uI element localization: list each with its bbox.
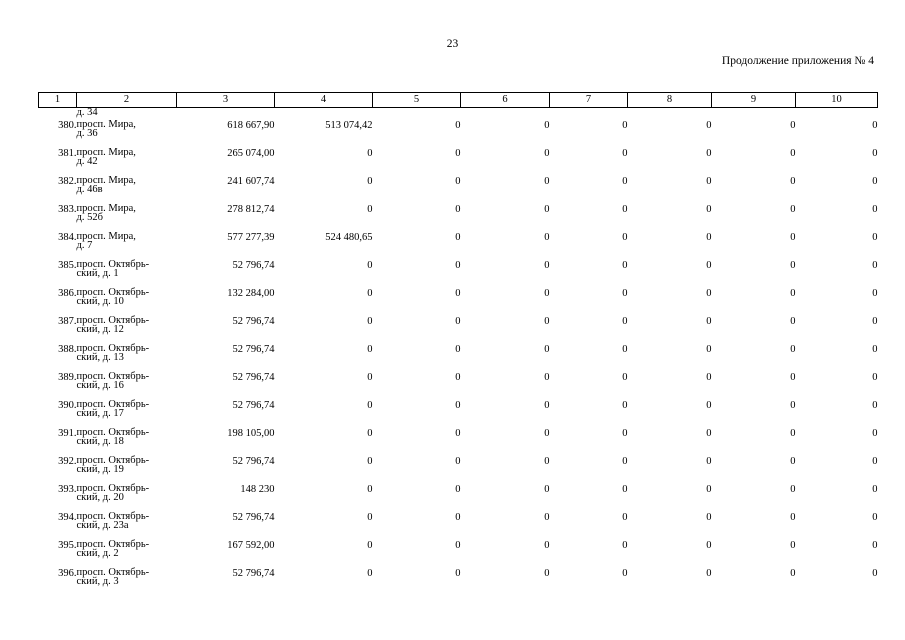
value-cell-6: 0 (544, 568, 550, 579)
value-cell-7: 0 (622, 232, 628, 243)
column-header: 9 (712, 93, 796, 108)
value-cell-9: 0 (790, 344, 796, 355)
column-header: 7 (550, 93, 628, 108)
value-cell-5: 0 (455, 260, 461, 271)
value-cell-10: 0 (872, 288, 878, 299)
address-cell (77, 260, 177, 288)
value-cell-6: 0 (544, 512, 550, 523)
value-cell-5: 0 (455, 344, 461, 355)
value-cell-6: 0 (544, 176, 550, 187)
address-line-1: просп. Мира, (76, 203, 136, 214)
value-cell-8: 0 (706, 400, 712, 411)
row-number: 382. (58, 176, 77, 187)
column-header: 5 (373, 93, 461, 108)
value-cell-9: 0 (790, 148, 796, 159)
address-line-2: ский, д. 23а (76, 520, 129, 531)
value-cell-10: 0 (872, 120, 878, 131)
value-cell-6: 0 (544, 260, 550, 271)
value-cell-4: 0 (367, 260, 373, 271)
value-cell-4: 0 (367, 400, 373, 411)
table-row (39, 120, 878, 148)
address-cell (77, 232, 177, 260)
table-row (39, 456, 878, 484)
value-cell-9: 0 (790, 540, 796, 551)
value-cell-4: 0 (367, 344, 373, 355)
address-line-2: д. 36 (76, 128, 98, 139)
value-cell-9: 0 (790, 372, 796, 383)
value-cell-7: 0 (622, 456, 628, 467)
value-cell-7: 0 (622, 260, 628, 271)
page-number: 23 (446, 38, 459, 50)
value-cell-5: 0 (455, 512, 461, 523)
address-cell (77, 148, 177, 176)
value-cell-8: 0 (706, 232, 712, 243)
value-cell-5: 0 (455, 176, 461, 187)
column-header: 4 (275, 93, 373, 108)
column-header: 2 (77, 93, 177, 108)
row-number: 387. (58, 316, 77, 327)
value-cell-4: 0 (367, 288, 373, 299)
row-number: 395. (58, 540, 77, 551)
value-cell-6: 0 (544, 316, 550, 327)
row-number: 388. (58, 344, 77, 355)
value-cell-7: 0 (622, 512, 628, 523)
value-cell-6: 0 (544, 400, 550, 411)
value-cell-4: 0 (367, 176, 373, 187)
value-cell-6: 0 (544, 232, 550, 243)
row-number: 385. (58, 260, 77, 271)
row-number: 390. (58, 400, 77, 411)
value-cell-3: 132 284,00 (227, 288, 275, 299)
column-header: 6 (461, 93, 550, 108)
value-cell-5: 0 (455, 540, 461, 551)
value-cell-8: 0 (706, 512, 712, 523)
address-line-2: д. 52б (76, 212, 103, 223)
value-cell-6: 0 (544, 148, 550, 159)
value-cell-10: 0 (872, 372, 878, 383)
value-cell-4: 0 (367, 456, 373, 467)
value-cell-5: 0 (455, 484, 461, 495)
value-cell-7: 0 (622, 148, 628, 159)
table-body (39, 108, 878, 597)
value-cell-4: 0 (367, 484, 373, 495)
value-cell-4: 0 (367, 540, 373, 551)
table-row (39, 260, 878, 288)
value-cell-9: 0 (790, 568, 796, 579)
value-cell-5: 0 (455, 148, 461, 159)
value-cell-8: 0 (706, 204, 712, 215)
value-cell-4: 513 074,42 (325, 120, 373, 131)
value-cell-4: 0 (367, 512, 373, 523)
value-cell-3: 52 796,74 (232, 316, 275, 327)
address-line-1: просп. Октябрь- (76, 567, 150, 578)
value-cell-9: 0 (790, 120, 796, 131)
value-cell-5: 0 (455, 568, 461, 579)
address-line-2: ский, д. 10 (76, 296, 124, 307)
value-cell-3: 52 796,74 (232, 568, 275, 579)
continued-row (39, 108, 878, 121)
address-cell (77, 316, 177, 344)
value-cell-10: 0 (872, 568, 878, 579)
value-cell-9: 0 (790, 176, 796, 187)
value-cell-6: 0 (544, 344, 550, 355)
value-cell-8: 0 (706, 568, 712, 579)
value-cell-3: 265 074,00 (227, 148, 275, 159)
value-cell-6: 0 (544, 484, 550, 495)
table-row (39, 512, 878, 540)
value-cell-3: 52 796,74 (232, 260, 275, 271)
address-line-1: просп. Октябрь- (76, 287, 150, 298)
address-line-2: д. 42 (76, 156, 98, 167)
value-cell-4: 0 (367, 204, 373, 215)
row-number: 392. (58, 456, 77, 467)
column-number-row (39, 93, 878, 108)
value-cell-10: 0 (872, 176, 878, 187)
value-cell-8: 0 (706, 260, 712, 271)
table-row (39, 540, 878, 568)
address-cell (77, 120, 177, 148)
value-cell-8: 0 (706, 120, 712, 131)
value-cell-10: 0 (872, 344, 878, 355)
table-row (39, 344, 878, 372)
value-cell-3: 241 607,74 (227, 176, 275, 187)
address-cell (77, 344, 177, 372)
row-number: 393. (58, 484, 77, 495)
table-row (39, 288, 878, 316)
value-cell-5: 0 (455, 456, 461, 467)
value-cell-4: 524 480,65 (325, 232, 373, 243)
address-line-1: просп. Октябрь- (76, 315, 150, 326)
address-cell (77, 456, 177, 484)
column-header: 1 (39, 93, 77, 108)
address-cell (77, 372, 177, 400)
column-header: 8 (628, 93, 712, 108)
value-cell-9: 0 (790, 288, 796, 299)
address-line-1: просп. Мира, (76, 175, 136, 186)
table-row (39, 316, 878, 344)
value-cell-7: 0 (622, 428, 628, 439)
value-cell-3: 577 277,39 (227, 232, 275, 243)
value-cell-10: 0 (872, 232, 878, 243)
value-cell-5: 0 (455, 120, 461, 131)
value-cell-4: 0 (367, 316, 373, 327)
table-row (39, 568, 878, 596)
address-line-2: д. 7 (76, 240, 93, 251)
value-cell-5: 0 (455, 204, 461, 215)
address-line-2: ский, д. 17 (76, 408, 124, 419)
table-row (39, 232, 878, 260)
value-cell-8: 0 (706, 316, 712, 327)
value-cell-3: 198 105,00 (227, 428, 275, 439)
table-row (39, 148, 878, 176)
value-cell-5: 0 (455, 428, 461, 439)
address-cell (77, 204, 177, 232)
address-cell (77, 540, 177, 568)
value-cell-7: 0 (622, 540, 628, 551)
value-cell-9: 0 (790, 512, 796, 523)
value-cell-5: 0 (455, 316, 461, 327)
address-cell (77, 568, 177, 596)
value-cell-8: 0 (706, 372, 712, 383)
value-cell-7: 0 (622, 484, 628, 495)
value-cell-8: 0 (706, 484, 712, 495)
value-cell-9: 0 (790, 204, 796, 215)
address-line-2: ский, д. 2 (76, 548, 119, 559)
address-line-2: ский, д. 3 (76, 576, 119, 587)
address-line-1: просп. Октябрь- (76, 511, 150, 522)
value-cell-8: 0 (706, 344, 712, 355)
value-cell-10: 0 (872, 428, 878, 439)
column-header: 3 (177, 93, 275, 108)
value-cell-9: 0 (790, 456, 796, 467)
value-cell-7: 0 (622, 288, 628, 299)
value-cell-3: 52 796,74 (232, 512, 275, 523)
value-cell-3: 148 230 (240, 484, 275, 495)
address-line-2: ский, д. 16 (76, 380, 124, 391)
column-header: 10 (796, 93, 878, 108)
value-cell-8: 0 (706, 176, 712, 187)
value-cell-3: 52 796,74 (232, 456, 275, 467)
value-cell-6: 0 (544, 456, 550, 467)
value-cell-8: 0 (706, 428, 712, 439)
address-cell (77, 428, 177, 456)
address-line-2: д. 46в (76, 184, 103, 195)
address-cell (77, 288, 177, 316)
appendix-continuation-title: Продолжение приложения № 4 (721, 55, 874, 67)
value-cell-7: 0 (622, 400, 628, 411)
address-line-2: ский, д. 20 (76, 492, 124, 503)
value-cell-6: 0 (544, 540, 550, 551)
value-cell-10: 0 (872, 456, 878, 467)
table-row (39, 372, 878, 400)
address-line-1: просп. Октябрь- (76, 259, 150, 270)
value-cell-8: 0 (706, 456, 712, 467)
address-line-1: просп. Октябрь- (76, 539, 150, 550)
row-number: 391. (58, 428, 77, 439)
address-cell (77, 512, 177, 540)
value-cell-8: 0 (706, 540, 712, 551)
value-cell-7: 0 (622, 344, 628, 355)
value-cell-4: 0 (367, 568, 373, 579)
value-cell-6: 0 (544, 204, 550, 215)
row-number: 384. (58, 232, 77, 243)
value-cell-3: 167 592,00 (227, 540, 275, 551)
value-cell-9: 0 (790, 232, 796, 243)
value-cell-4: 0 (367, 148, 373, 159)
address-line-1: просп. Октябрь- (76, 371, 150, 382)
value-cell-9: 0 (790, 260, 796, 271)
row-number: 394. (58, 512, 77, 523)
value-cell-5: 0 (455, 400, 461, 411)
value-cell-7: 0 (622, 372, 628, 383)
value-cell-3: 278 812,74 (227, 204, 275, 215)
table-row (39, 176, 878, 204)
value-cell-10: 0 (872, 260, 878, 271)
value-cell-4: 0 (367, 428, 373, 439)
value-cell-6: 0 (544, 120, 550, 131)
value-cell-10: 0 (872, 512, 878, 523)
address-cell (77, 484, 177, 512)
address-line-1: просп. Мира, (76, 231, 136, 242)
continued-address: д. 34 (76, 107, 98, 118)
address-cell (77, 400, 177, 428)
value-cell-3: 618 667,90 (227, 120, 275, 131)
row-number: 386. (58, 288, 77, 299)
value-cell-4: 0 (367, 372, 373, 383)
address-line-1: просп. Октябрь- (76, 427, 150, 438)
address-line-2: ский, д. 18 (76, 436, 124, 447)
address-line-1: просп. Октябрь- (76, 399, 150, 410)
address-line-1: просп. Октябрь- (76, 483, 150, 494)
value-cell-7: 0 (622, 120, 628, 131)
value-cell-6: 0 (544, 428, 550, 439)
value-cell-5: 0 (455, 288, 461, 299)
value-cell-9: 0 (790, 316, 796, 327)
row-number: 380. (58, 120, 77, 131)
value-cell-10: 0 (872, 204, 878, 215)
address-line-2: ский, д. 19 (76, 464, 124, 475)
value-cell-10: 0 (872, 540, 878, 551)
value-cell-10: 0 (872, 148, 878, 159)
row-number: 383. (58, 204, 77, 215)
value-cell-5: 0 (455, 232, 461, 243)
value-cell-7: 0 (622, 176, 628, 187)
value-cell-10: 0 (872, 484, 878, 495)
value-cell-9: 0 (790, 428, 796, 439)
value-cell-10: 0 (872, 316, 878, 327)
address-line-1: просп. Октябрь- (76, 455, 150, 466)
row-number: 389. (58, 372, 77, 383)
value-cell-3: 52 796,74 (232, 400, 275, 411)
value-cell-5: 0 (455, 372, 461, 383)
address-line-1: просп. Мира, (76, 119, 136, 130)
data-table (38, 92, 878, 596)
value-cell-7: 0 (622, 568, 628, 579)
address-line-1: просп. Октябрь- (76, 343, 150, 354)
table-row (39, 400, 878, 428)
value-cell-7: 0 (622, 316, 628, 327)
value-cell-9: 0 (790, 484, 796, 495)
address-line-2: ский, д. 13 (76, 352, 124, 363)
value-cell-7: 0 (622, 204, 628, 215)
row-number: 396. (58, 568, 77, 579)
value-cell-9: 0 (790, 400, 796, 411)
value-cell-6: 0 (544, 288, 550, 299)
value-cell-10: 0 (872, 400, 878, 411)
address-line-1: просп. Мира, (76, 147, 136, 158)
value-cell-8: 0 (706, 148, 712, 159)
address-line-2: ский, д. 12 (76, 324, 124, 335)
table-row (39, 484, 878, 512)
value-cell-6: 0 (544, 372, 550, 383)
address-cell (77, 176, 177, 204)
row-number: 381. (58, 148, 77, 159)
table-row (39, 428, 878, 456)
table-header (39, 93, 878, 108)
value-cell-3: 52 796,74 (232, 372, 275, 383)
table-row (39, 204, 878, 232)
value-cell-3: 52 796,74 (232, 344, 275, 355)
value-cell-8: 0 (706, 288, 712, 299)
address-line-2: ский, д. 1 (76, 268, 119, 279)
